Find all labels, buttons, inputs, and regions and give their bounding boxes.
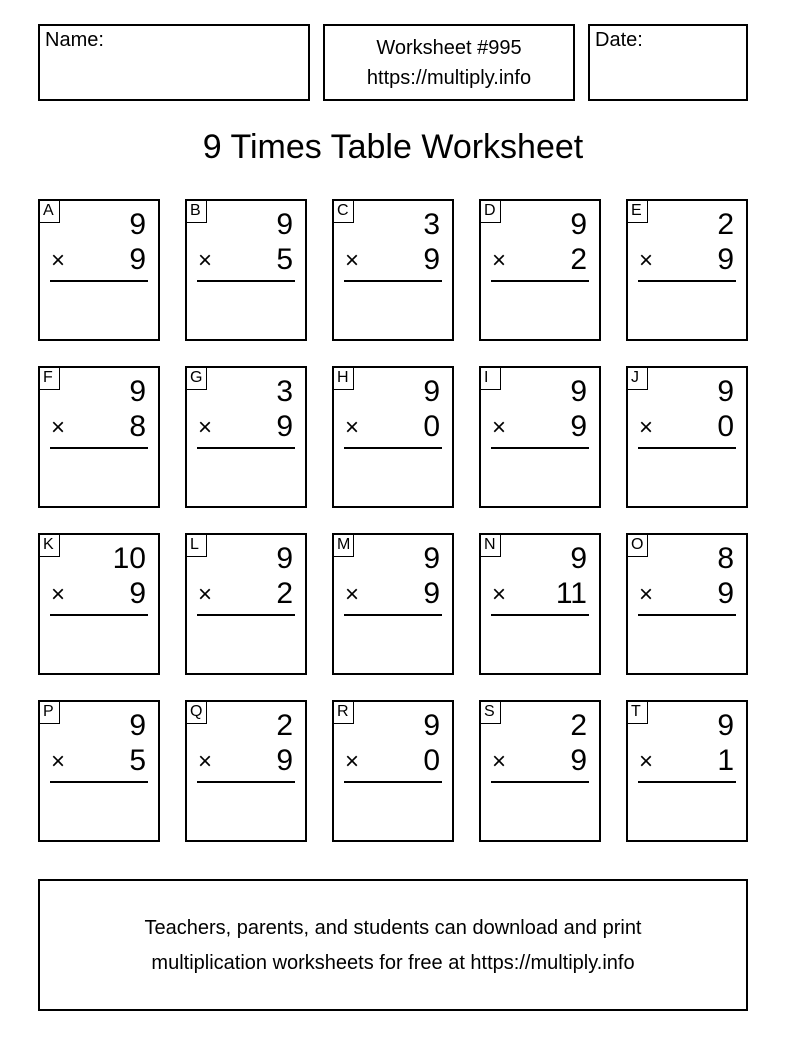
answer-line xyxy=(50,781,148,783)
multiply-sign: × xyxy=(639,414,654,441)
name-field-box[interactable] xyxy=(38,24,310,101)
problem-grid xyxy=(38,199,749,842)
date-field-box[interactable] xyxy=(588,24,748,101)
answer-line xyxy=(491,447,589,449)
multiply-sign: × xyxy=(345,581,360,608)
problem-letter: E xyxy=(628,201,648,223)
answer-line xyxy=(638,614,736,616)
problem-card[interactable] xyxy=(185,199,307,341)
multiplier: 0 xyxy=(423,410,440,443)
problem-letter: H xyxy=(334,368,354,390)
multiply-sign: × xyxy=(345,247,360,274)
multiplier: 9 xyxy=(129,243,146,276)
page-title: 9 Times Table Worksheet xyxy=(202,128,584,166)
multiply-sign: × xyxy=(492,247,507,274)
multiply-sign: × xyxy=(639,748,654,775)
multiplicand: 9 xyxy=(129,375,146,408)
problem-letter: F xyxy=(40,368,60,390)
answer-line xyxy=(50,614,148,616)
problem-card[interactable] xyxy=(626,199,748,341)
multiplier: 9 xyxy=(423,577,440,610)
problem-letter: L xyxy=(187,535,207,557)
problem-letter: G xyxy=(187,368,207,390)
multiplicand: 9 xyxy=(129,208,146,241)
problem-card[interactable] xyxy=(479,700,601,842)
multiply-sign: × xyxy=(345,748,360,775)
problem-card[interactable] xyxy=(38,700,160,842)
multiplier: 1 xyxy=(717,744,734,777)
worksheet-number: Worksheet #995 xyxy=(376,37,522,59)
multiply-sign: × xyxy=(198,748,213,775)
multiplicand: 2 xyxy=(717,208,734,241)
problem-card[interactable] xyxy=(185,366,307,508)
problem-card[interactable] xyxy=(332,533,454,675)
problem-letter: N xyxy=(481,535,501,557)
worksheet-url: https://multiply.info xyxy=(366,67,532,89)
multiply-sign: × xyxy=(51,748,66,775)
problem-letter: J xyxy=(628,368,648,390)
multiplier: 9 xyxy=(276,744,293,777)
problem-card[interactable] xyxy=(626,366,748,508)
multiply-sign: × xyxy=(345,414,360,441)
multiplicand: 9 xyxy=(570,208,587,241)
multiply-sign: × xyxy=(198,247,213,274)
answer-line xyxy=(344,781,442,783)
problem-card[interactable] xyxy=(38,199,160,341)
problem-letter: S xyxy=(481,702,501,724)
problem-letter: B xyxy=(187,201,207,223)
multiplier: 0 xyxy=(423,744,440,777)
multiply-sign: × xyxy=(51,581,66,608)
problem-card[interactable] xyxy=(332,199,454,341)
problem-letter: P xyxy=(40,702,60,724)
multiplier: 5 xyxy=(276,243,293,276)
multiplicand: 9 xyxy=(423,375,440,408)
multiplier: 9 xyxy=(423,243,440,276)
problem-letter: Q xyxy=(187,702,207,724)
multiply-sign: × xyxy=(639,247,654,274)
multiplicand: 2 xyxy=(570,709,587,742)
answer-line xyxy=(491,280,589,282)
multiplier: 9 xyxy=(129,577,146,610)
multiply-sign: × xyxy=(198,581,213,608)
problem-letter: I xyxy=(481,368,501,390)
problem-letter: M xyxy=(334,535,354,557)
problem-card[interactable] xyxy=(38,533,160,675)
worksheet-info-box xyxy=(323,24,575,101)
multiply-sign: × xyxy=(492,414,507,441)
problem-card[interactable] xyxy=(626,700,748,842)
multiplier: 2 xyxy=(276,577,293,610)
answer-line xyxy=(197,280,295,282)
problem-card[interactable] xyxy=(332,366,454,508)
multiplier: 2 xyxy=(570,243,587,276)
answer-line xyxy=(638,781,736,783)
footer-box xyxy=(38,879,748,1011)
multiplier: 9 xyxy=(717,577,734,610)
multiply-sign: × xyxy=(492,748,507,775)
answer-line xyxy=(638,280,736,282)
multiplier: 11 xyxy=(555,577,587,610)
problem-card[interactable] xyxy=(185,700,307,842)
multiplier: 8 xyxy=(129,410,146,443)
problem-card[interactable] xyxy=(479,199,601,341)
multiplicand: 8 xyxy=(717,542,734,575)
multiply-sign: × xyxy=(198,414,213,441)
multiply-sign: × xyxy=(51,414,66,441)
multiply-sign: × xyxy=(492,581,507,608)
multiplicand: 9 xyxy=(717,709,734,742)
multiply-sign: × xyxy=(51,247,66,274)
multiplicand: 9 xyxy=(276,208,293,241)
multiplicand: 9 xyxy=(423,709,440,742)
multiplicand: 10 xyxy=(112,542,146,575)
problem-card[interactable] xyxy=(332,700,454,842)
multiplier: 9 xyxy=(717,243,734,276)
answer-line xyxy=(197,781,295,783)
answer-line xyxy=(50,447,148,449)
multiplier: 9 xyxy=(276,410,293,443)
problem-letter: O xyxy=(628,535,648,557)
problem-card[interactable] xyxy=(185,533,307,675)
multiplicand: 9 xyxy=(129,709,146,742)
multiplicand: 2 xyxy=(276,709,293,742)
problem-card[interactable] xyxy=(626,533,748,675)
problem-letter: T xyxy=(628,702,648,724)
problem-card[interactable] xyxy=(479,366,601,508)
multiplicand: 9 xyxy=(276,542,293,575)
answer-line xyxy=(197,447,295,449)
name-label: Name: xyxy=(45,29,104,51)
multiplier: 0 xyxy=(717,410,734,443)
footer-line-1: Teachers, parents, and students can download and print xyxy=(144,917,642,939)
answer-line xyxy=(197,614,295,616)
problem-letter: R xyxy=(334,702,354,724)
multiplier: 9 xyxy=(570,410,587,443)
date-label: Date: xyxy=(595,29,643,51)
problem-letter: K xyxy=(40,535,60,557)
multiplier: 9 xyxy=(570,744,587,777)
multiplier: 5 xyxy=(129,744,146,777)
answer-line xyxy=(638,447,736,449)
answer-line xyxy=(344,280,442,282)
multiplicand: 9 xyxy=(570,375,587,408)
problem-card[interactable] xyxy=(38,366,160,508)
problem-card[interactable] xyxy=(479,533,601,675)
multiplicand: 9 xyxy=(570,542,587,575)
multiplicand: 9 xyxy=(717,375,734,408)
footer-line-2: multiplication worksheets for free at https://multiply.info xyxy=(151,952,635,974)
multiplicand: 3 xyxy=(276,375,293,408)
problem-letter: A xyxy=(40,201,60,223)
answer-line xyxy=(50,280,148,282)
multiplicand: 3 xyxy=(423,208,440,241)
multiply-sign: × xyxy=(639,581,654,608)
problem-letter: D xyxy=(481,201,501,223)
answer-line xyxy=(491,781,589,783)
answer-line xyxy=(344,614,442,616)
problem-letter: C xyxy=(334,201,354,223)
answer-line xyxy=(491,614,589,616)
answer-line xyxy=(344,447,442,449)
multiplicand: 9 xyxy=(423,542,440,575)
